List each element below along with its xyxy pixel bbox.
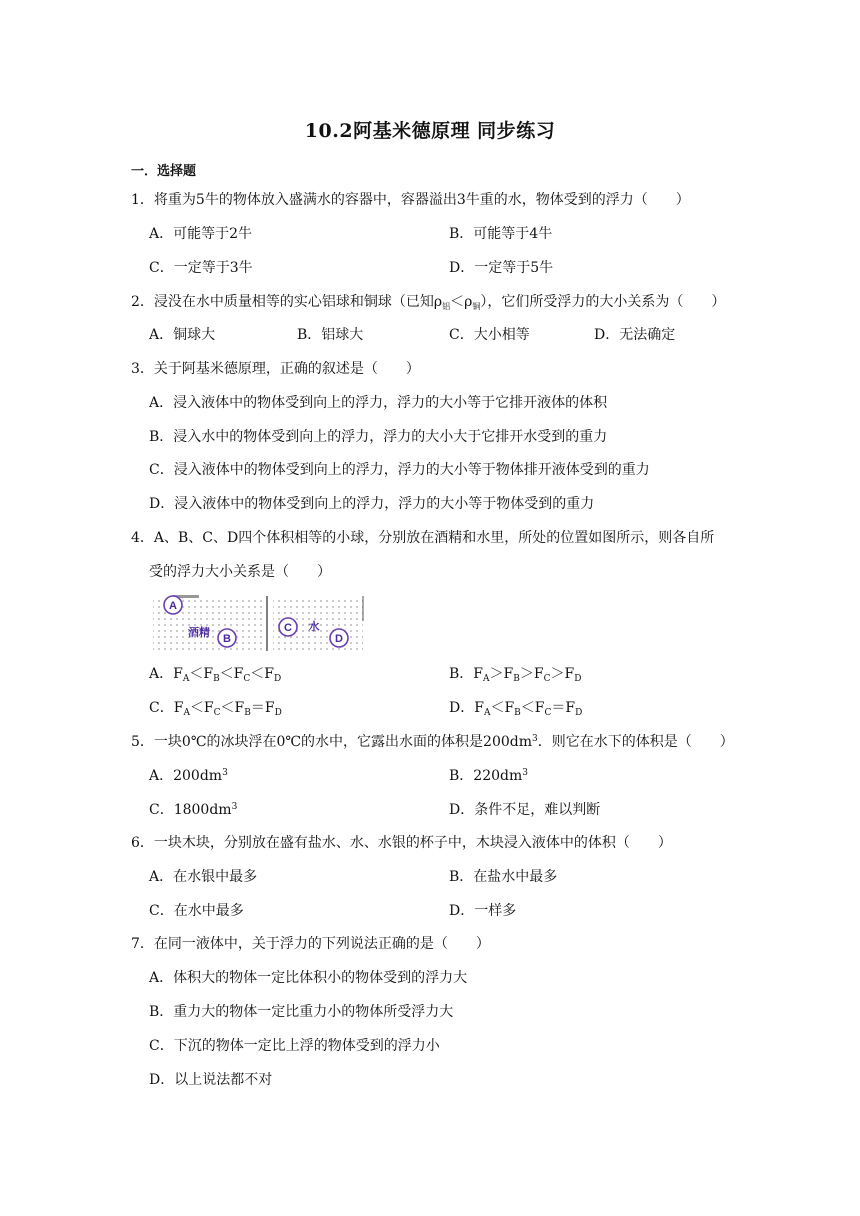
subscript: D <box>274 708 282 718</box>
water-label: 水 <box>308 620 320 633</box>
q4-option-c <box>149 699 282 717</box>
q4-figure <box>151 593 365 653</box>
opt-prefix: D． <box>449 700 475 716</box>
subscript: B <box>513 674 520 684</box>
section-heading: 一．选择题 <box>131 164 197 179</box>
page-title: 10.2阿基米德原理 同步练习 <box>304 120 556 142</box>
relation: ＜F <box>219 666 244 682</box>
ball-c-label: C <box>284 622 292 634</box>
subscript: B <box>514 708 521 718</box>
q2-rho-sub-cu: 铜 <box>472 302 481 311</box>
subscript: C <box>243 674 251 684</box>
subscript: A <box>483 674 490 684</box>
q3-option-c: C．浸入液体中的物体受到向上的浮力，浮力的大小等于物体排开液体受到的重力 <box>149 462 650 478</box>
q2-rho-sub-al: 铝 <box>442 302 451 311</box>
relation: ＜F <box>250 666 275 682</box>
question-4-stem-line1: 4．A、B、C、D四个体积相等的小球，分别放在酒精和水里，所处的位置如图所示，则各自所 <box>131 530 715 546</box>
superscript: 3 <box>532 734 538 744</box>
q5-option-b-text: B．220dm <box>449 768 523 784</box>
subscript: A <box>483 708 491 718</box>
q6-option-a: A．在水银中最多 <box>149 869 258 885</box>
subscript: C <box>544 708 552 718</box>
subscript: B <box>244 708 251 718</box>
force-symbol: F <box>473 666 484 682</box>
superscript: 3 <box>222 768 228 778</box>
ball-b-label: B <box>223 633 231 645</box>
q3-option-b: B．浸入水中的物体受到向上的浮力，浮力的大小大于它排开水受到的重力 <box>149 429 608 445</box>
subscript: A <box>182 674 190 684</box>
q2-option-c: C．大小相等 <box>449 327 530 343</box>
q3-option-a: A．浸入液体中的物体受到向上的浮力，浮力的大小等于它排开液体的体积 <box>149 395 608 411</box>
question-6-stem: 6．一块木块，分别放在盛有盐水、水、水银的杯子中，木块浸入液体中的体积（ ） <box>131 835 672 851</box>
subscript: C <box>213 708 221 718</box>
relation: ＜F <box>189 700 214 716</box>
q5-stem-end: ．则它在水下的体积是（ ） <box>537 734 734 750</box>
ball-d-label: D <box>335 633 343 645</box>
subscript: B <box>213 674 220 684</box>
alcohol-label: 酒精 <box>188 626 210 639</box>
q2-option-d: D．无法确定 <box>594 327 676 343</box>
q2-option-b: B．铝球大 <box>297 327 364 343</box>
relation: ＞F <box>519 666 544 682</box>
subscript: A <box>183 708 190 718</box>
ball-a-label: A <box>169 600 177 612</box>
relation: ＜F <box>490 700 515 716</box>
q5-option-a <box>149 767 228 785</box>
relation: ＝F <box>250 700 275 716</box>
force-symbol: F <box>474 700 484 716</box>
relation: ＜F <box>520 700 545 716</box>
q1-option-b: B．可能等于4牛 <box>449 226 553 242</box>
relation: ＞F <box>550 666 575 682</box>
q7-option-d: D．以上说法都不对 <box>149 1072 273 1088</box>
question-5-stem <box>131 733 734 751</box>
q1-option-c: C．一定等于3牛 <box>149 260 253 276</box>
opt-prefix: B． <box>449 666 474 682</box>
question-2-stem <box>131 293 725 311</box>
q1-option-d: D．一定等于5牛 <box>449 260 554 276</box>
q4-option-d <box>449 699 582 717</box>
opt-prefix: A． <box>149 666 174 682</box>
q5-option-d: D．条件不足，难以判断 <box>449 802 601 818</box>
q6-option-b: B．在盐水中最多 <box>449 869 558 885</box>
relation: ＜F <box>220 700 245 716</box>
q2-option-a: A．铜球大 <box>149 327 216 343</box>
subscript: D <box>274 674 282 684</box>
relation: ＜F <box>189 666 214 682</box>
q4-option-a <box>149 665 281 683</box>
q5-option-c <box>149 801 237 819</box>
force-symbol: F <box>173 700 184 716</box>
q5-option-b <box>449 767 528 785</box>
q7-option-c: C．下沉的物体一定比上浮的物体受到的浮力小 <box>149 1038 440 1054</box>
opt-prefix: C． <box>149 700 174 716</box>
question-7-stem: 7．在同一液体中，关于浮力的下列说法正确的是（ ） <box>131 936 490 952</box>
superscript: 3 <box>231 802 238 812</box>
q7-option-b: B．重力大的物体一定比重力小的物体所受浮力大 <box>149 1004 454 1020</box>
subscript: D <box>575 708 583 718</box>
q2-stem-end: ），它们所受浮力的大小关系为（ ） <box>480 294 726 310</box>
force-symbol: F <box>173 666 183 682</box>
q4-option-b <box>449 665 581 683</box>
q6-option-d: D．一样多 <box>449 903 517 919</box>
q7-option-a: A．体积大的物体一定比体积小的物体受到的浮力大 <box>149 970 468 986</box>
relation: ＝F <box>551 700 576 716</box>
question-3-stem: 3．关于阿基米德原理，正确的叙述是（ ） <box>131 361 420 377</box>
question-4-stem-line2: 受的浮力大小关系是（ ） <box>149 564 331 580</box>
q5-stem-start: 5．一块0℃的冰块浮在0℃的水中，它露出水面的体积是200dm <box>131 734 533 750</box>
q1-option-a: A．可能等于2牛 <box>149 226 253 242</box>
relation: ＞F <box>489 666 514 682</box>
q2-less-than: ＜ρ <box>450 294 473 310</box>
subscript: C <box>543 674 551 684</box>
subscript: D <box>574 674 582 684</box>
superscript: 3 <box>522 768 528 778</box>
q5-option-c-text: C．1800dm <box>149 802 232 818</box>
question-1-stem: 1．将重为5牛的物体放入盛满水的容器中，容器溢出3牛重的水，物体受到的浮力（ ） <box>131 192 690 208</box>
q2-stem-start: 2．浸没在水中质量相等的实心铝球和铜球（已知ρ <box>131 294 443 310</box>
q5-option-a-text: A．200dm <box>149 768 223 784</box>
q3-option-d: D．浸入液体中的物体受到向上的浮力，浮力的大小等于物体受到的重力 <box>149 496 595 512</box>
q6-option-c: C．在水中最多 <box>149 903 244 919</box>
